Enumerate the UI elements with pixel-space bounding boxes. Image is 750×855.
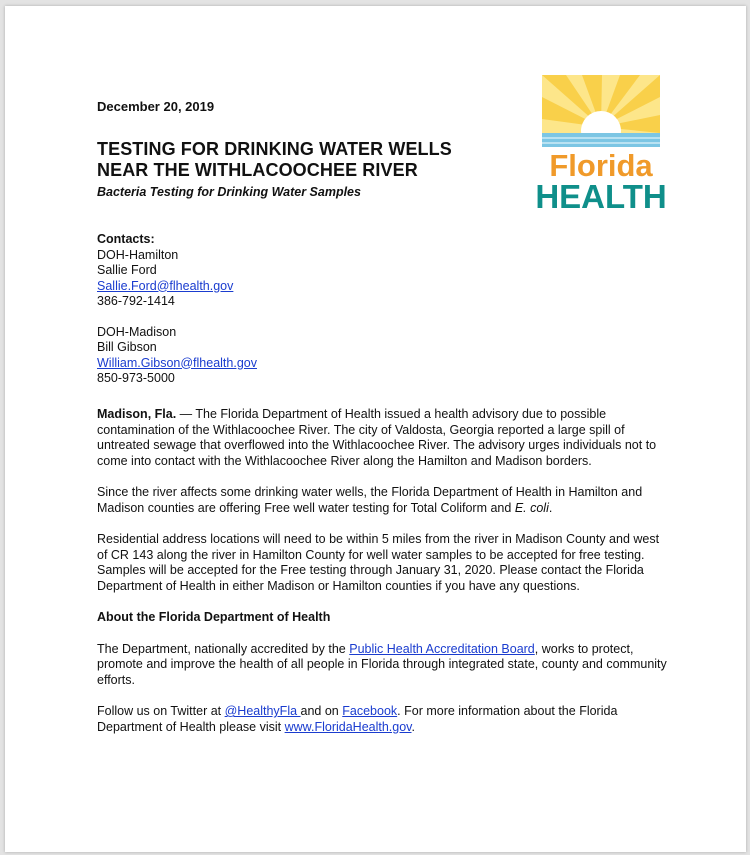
release-date: December 20, 2019 bbox=[97, 99, 215, 114]
contact-office: DOH-Hamilton bbox=[97, 247, 179, 262]
accreditation-board-link[interactable]: Public Health Accreditation Board bbox=[349, 641, 535, 656]
contact-phone: 386-792-1414 bbox=[97, 294, 175, 308]
subheadline: Bacteria Testing for Drinking Water Samples bbox=[97, 185, 361, 199]
contacts-block bbox=[97, 232, 257, 387]
water-icon bbox=[542, 133, 660, 147]
contact-name: Sallie Ford bbox=[97, 263, 157, 277]
headline-line-2: NEAR THE WITHLACOOCHEE RIVER bbox=[97, 160, 418, 180]
headline bbox=[97, 139, 452, 181]
florida-health-logo bbox=[535, 75, 667, 215]
contact-name: Bill Gibson bbox=[97, 340, 157, 354]
paragraph-testing: Since the river affects some drinking water wells, the Florida Department of Health in Hamilton and Madison counties are offering Free well water testing for Total Coliform and E. coli. bbox=[97, 485, 643, 515]
dateline: Madison, Fla. bbox=[97, 407, 177, 421]
paragraph-intro: Madison, Fla. — The Florida Department of Health issued a health advisory due to possible contamination of the Withlacoochee River. The city of Valdosta, Georgia reported a large spill of untreated sewage that overflowed into the Withlacoochee River. The advisory urges individuals not to come into contact with the Withlacoochee River along the Hamilton and Madison borders. bbox=[97, 407, 657, 468]
contacts-heading: Contacts: bbox=[97, 232, 155, 246]
paragraph-follow: Follow us on Twitter at @HealthyFla and on Facebook. For more information about the Florida Department of Health please visit www.FloridaHealth.gov. bbox=[97, 704, 618, 734]
logo-florida-text: Florida bbox=[549, 148, 653, 183]
facebook-link[interactable]: Facebook bbox=[342, 704, 398, 718]
headline-line-1: TESTING FOR DRINKING WATER WELLS bbox=[97, 139, 452, 159]
website-link[interactable]: www.FloridaHealth.gov bbox=[284, 719, 412, 734]
contact-phone: 850-973-5000 bbox=[97, 371, 175, 385]
logo-health-text: HEALTH bbox=[535, 178, 667, 215]
twitter-link[interactable]: @HealthyFla bbox=[224, 704, 301, 718]
paragraph-eligibility: Residential address locations will need to be within 5 miles from the river in Madison County and west of CR 143 along the river in Hamilton County for well water samples to be accepted for free testing. Samples will be accepted for the Free testing through January 31, 2020. Please contact the Florida Department of Health in either Madison or Hamilton counties if you have any questions. bbox=[97, 532, 660, 593]
contact-email-link[interactable]: William.Gibson@flhealth.gov bbox=[97, 355, 257, 370]
about-heading: About the Florida Department of Health bbox=[97, 610, 331, 624]
paragraph-about: The Department, nationally accredited by the Public Health Accreditation Board, works to protect, promote and improve the health of all people in Florida through integrated state, county and community efforts. bbox=[97, 641, 667, 687]
press-release-page bbox=[5, 6, 746, 852]
release-body bbox=[97, 407, 667, 751]
contact-office: DOH-Madison bbox=[97, 324, 177, 339]
contact-email-link[interactable]: Sallie.Ford@flhealth.gov bbox=[97, 278, 234, 293]
